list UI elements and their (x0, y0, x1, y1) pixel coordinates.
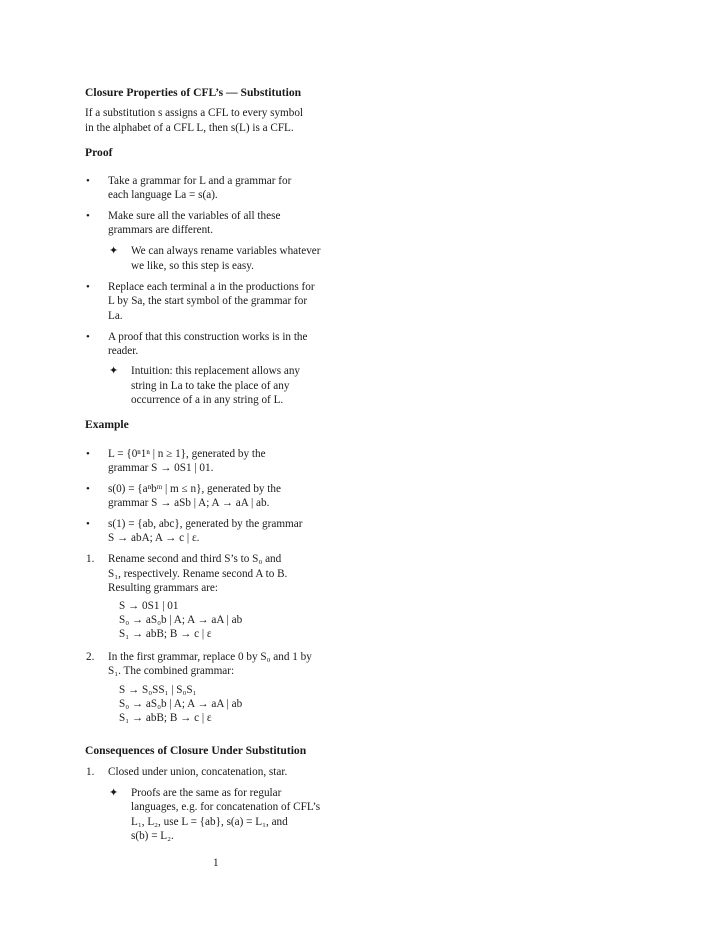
intro-line: If a substitution s assigns a CFL to every symbol (85, 107, 304, 119)
proof-subitem-line: We can always rename variables whatever (131, 245, 321, 257)
consequence-subitem-line: languages, e.g. for concatenation of CFL’s (131, 801, 321, 813)
proof-item-line: A proof that this construction works is in the (108, 331, 308, 343)
proof-item-line: grammars are different. (108, 224, 214, 236)
step-line: Rename second and third S’s to S₀ and (108, 553, 282, 565)
bullet-icon: • (86, 518, 90, 530)
example-item-line: grammar S → aSb | A; A → aA | ab. (108, 497, 270, 509)
proof-item-line: La. (108, 310, 123, 322)
example-item-line: S → abA; A → c | ε. (108, 532, 200, 544)
proof-heading: Proof (85, 146, 113, 159)
grammar-line: S₁ → abB; B → c | ε (119, 628, 212, 640)
grammar-line: S₁ → abB; B → c | ε (119, 712, 212, 724)
bullet-icon: • (86, 483, 90, 495)
intro-line: in the alphabet of a CFL L, then s(L) is a CFL. (85, 122, 294, 134)
proof-item-line: Make sure all the variables of all these (108, 210, 281, 222)
bullet-icon: • (86, 175, 90, 187)
bullet-icon: • (86, 281, 90, 293)
step-number: 1. (86, 553, 95, 565)
example-heading: Example (85, 418, 129, 431)
consequence-subitem-line: L₁, L₂, use L = {ab}, s(a) = L₁, and (131, 816, 288, 828)
diamond-icon: ✦ (109, 365, 119, 377)
grammar-line: S → S₀SS₁ | S₀S₁ (119, 684, 197, 696)
proof-item-line: Take a grammar for L and a grammar for (108, 175, 292, 187)
grammar-line: S₀ → aS₀b | A; A → aA | ab (119, 614, 243, 626)
diamond-icon: ✦ (109, 787, 119, 799)
step-number: 2. (86, 651, 95, 663)
proof-item-line: each language La = s(a). (108, 189, 218, 201)
closure-heading: Closure Properties of CFL’s — Substitution (85, 86, 302, 99)
step-line: In the first grammar, replace 0 by S₀ and 1 by (108, 651, 312, 663)
consequence-line: Closed under union, concatenation, star. (108, 766, 288, 778)
diamond-icon: ✦ (109, 245, 119, 257)
bullet-icon: • (86, 448, 90, 460)
example-item-line: s(1) = {ab, abc}, generated by the grammar (108, 518, 303, 530)
example-item-line: L = {0ⁿ1ⁿ | n ≥ 1}, generated by the (108, 448, 266, 460)
grammar-line: S → 0S1 | 01 (119, 600, 179, 612)
proof-item-line: L by Sa, the start symbol of the grammar for (108, 295, 308, 307)
proof-item-line: reader. (108, 345, 139, 357)
page-number: 1 (213, 857, 219, 869)
proof-subitem-line: Intuition: this replacement allows any (131, 365, 301, 377)
step-line: S₁, respectively. Rename second A to B. (108, 568, 288, 580)
bullet-icon: • (86, 331, 90, 343)
proof-subitem-line: we like, so this step is easy. (131, 260, 254, 272)
grammar-line: S₀ → aS₀b | A; A → aA | ab (119, 698, 243, 710)
step-line: S₁. The combined grammar: (108, 665, 235, 677)
proof-subitem-line: occurrence of a in any string of L. (131, 394, 284, 406)
example-item-line: grammar S → 0S1 | 01. (108, 462, 214, 474)
consequence-subitem-line: Proofs are the same as for regular (131, 787, 282, 799)
proof-item-line: Replace each terminal a in the productions for (108, 281, 315, 293)
step-line: Resulting grammars are: (108, 582, 218, 594)
example-item-line: s(0) = {aⁿbᵐ | m ≤ n}, generated by the (108, 483, 281, 495)
consequence-number: 1. (86, 766, 95, 778)
bullet-icon: • (86, 210, 90, 222)
consequence-subitem-line: s(b) = L₂. (131, 830, 174, 842)
proof-subitem-line: string in La to take the place of any (131, 380, 290, 392)
consequences-heading: Consequences of Closure Under Substitution (85, 744, 307, 757)
